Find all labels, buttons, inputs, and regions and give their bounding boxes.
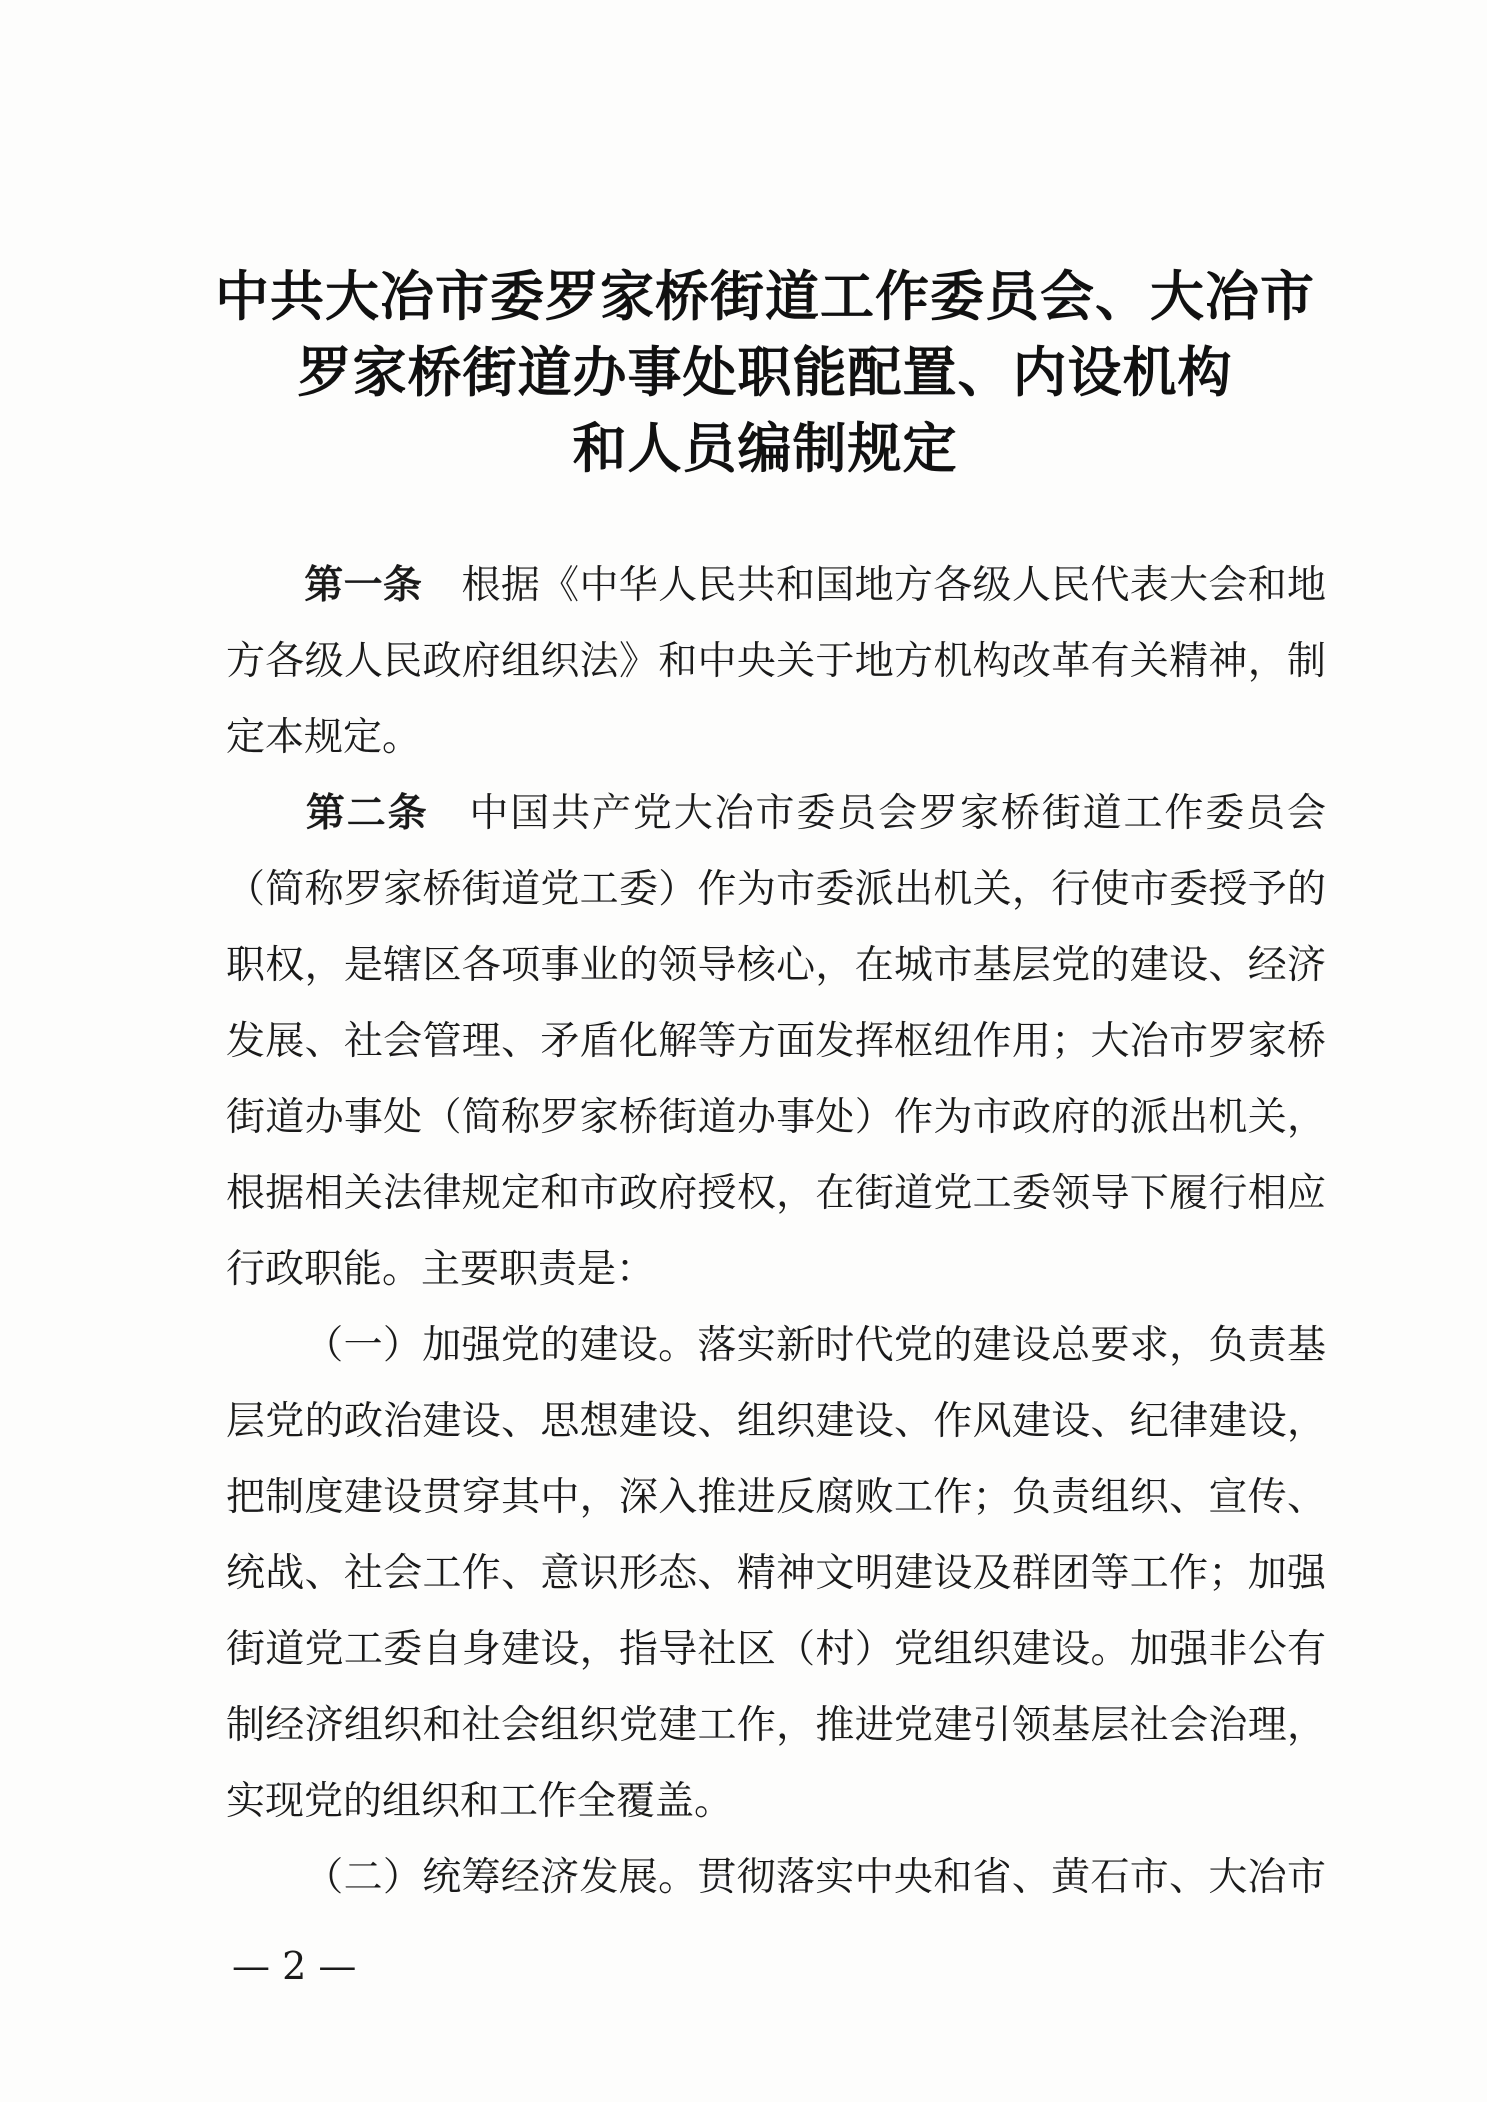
item-1-line-5: 街道党工委自身建设，指导社区（村）党组织建设。加强非公有 xyxy=(226,1627,1326,1672)
title-line-2: 罗家桥街道办事处职能配置、内设机构 xyxy=(297,340,1233,404)
article-1-line-2: 方各级人民政府组织法》和中央关于地方机构改革有关精神，制 xyxy=(226,639,1326,684)
article-2-line-6: 根据相关法律规定和市政府授权，在街道党工委领导下履行相应 xyxy=(226,1171,1326,1216)
article-2-line-3: 职权，是辖区各项事业的领导核心，在城市基层党的建设、经济 xyxy=(226,943,1326,988)
item-1-line-3: 把制度建设贯穿其中，深入推进反腐败工作；负责组织、宣传、 xyxy=(226,1475,1326,1520)
title-line-1: 中共大冶市委罗家桥街道工作委员会、大冶市 xyxy=(215,264,1315,328)
item-1-line-1: （一）加强党的建设。落实新时代党的建设总要求，负责基 xyxy=(304,1323,1326,1368)
article-1-heading: 第一条 xyxy=(304,563,423,608)
document-body xyxy=(226,548,1326,1916)
article-2-line-5: 街道办事处（简称罗家桥街道办事处）作为市政府的派出机关， xyxy=(226,1095,1326,1140)
article-2-line-1: 第二条 中国共产党大冶市委员会罗家桥街道工作委员会 xyxy=(304,791,1326,836)
item-1-line-7: 实现党的组织和工作全覆盖。 xyxy=(226,1779,734,1824)
article-2-line-2: （简称罗家桥街道党工委）作为市委派出机关，行使市委授予的 xyxy=(226,867,1326,912)
article-2-line-4: 发展、社会管理、矛盾化解等方面发挥枢纽作用；大冶市罗家桥 xyxy=(226,1019,1326,1064)
article-2-heading: 第二条 xyxy=(304,791,429,836)
item-1-line-4: 统战、社会工作、意识形态、精神文明建设及群团等工作；加强 xyxy=(226,1551,1326,1596)
title-line-3: 和人员编制规定 xyxy=(572,416,958,480)
item-1-line-2: 层党的政治建设、思想建设、组织建设、作风建设、纪律建设， xyxy=(226,1399,1326,1444)
article-1-line-1: 第一条 根据《中华人民共和国地方各级人民代表大会和地 xyxy=(304,563,1326,608)
page-number: — 2 — xyxy=(232,1944,357,1988)
article-2-line-7: 行政职能。主要职责是： xyxy=(226,1247,656,1292)
document-title xyxy=(200,258,1330,486)
article-1-line-3: 定本规定。 xyxy=(226,715,422,760)
item-2-line-1: （二）统筹经济发展。贯彻落实中央和省、黄石市、大冶市 xyxy=(304,1855,1326,1900)
item-1-line-6: 制经济组织和社会组织党建工作，推进党建引领基层社会治理， xyxy=(226,1703,1326,1748)
